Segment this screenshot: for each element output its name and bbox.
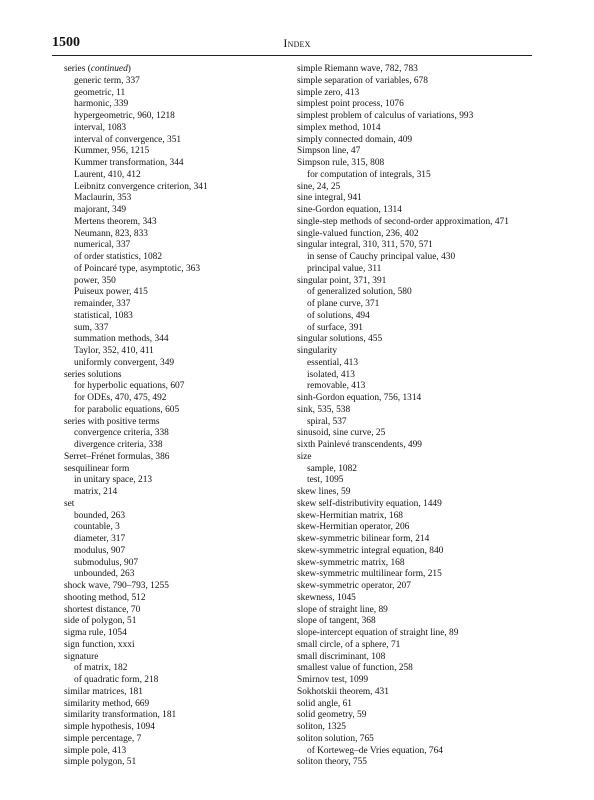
index-entry	[64, 722, 296, 734]
entry-text: sixth Painlevé transcendents, 499	[297, 440, 422, 450]
index-subentry	[64, 675, 296, 687]
index-entry	[64, 616, 296, 628]
entry-text: series solutions	[64, 369, 122, 380]
index-subentry	[64, 323, 296, 335]
index-subentry	[297, 370, 529, 382]
header-rule	[52, 55, 532, 56]
entry-text: of matrix, 182	[74, 663, 128, 674]
entry-text: Maclaurin, 353	[74, 193, 132, 204]
entry-text: sine integral, 941	[297, 193, 362, 204]
index-subentry	[64, 217, 296, 229]
entry-text: generic term, 337	[74, 75, 140, 86]
index-entry	[297, 182, 529, 194]
index-entry	[297, 276, 529, 288]
index-subentry	[297, 299, 529, 311]
entry-text: skew lines, 59	[297, 487, 351, 497]
page-number: 1500	[52, 35, 80, 50]
entry-text: Serret–Frénet formulas, 386	[64, 451, 170, 462]
index-entry	[297, 76, 529, 88]
index-entry	[297, 675, 529, 687]
running-header-title: Index	[283, 36, 311, 50]
index-subentry	[64, 287, 296, 299]
index-entry	[297, 217, 529, 229]
entry-text: interval, 1083	[74, 122, 127, 133]
index-subentry	[64, 358, 296, 370]
index-subentry	[64, 135, 296, 147]
entry-text: skew-symmetric integral equation, 840	[297, 545, 444, 556]
entry-text: simple zero, 413	[297, 87, 360, 98]
index-entry	[297, 428, 529, 440]
entry-text: skew-Hermitian matrix, 168	[297, 510, 403, 521]
entry-text: for computation of integrals, 315	[307, 169, 431, 180]
entry-text: simplex method, 1014	[297, 122, 381, 133]
index-entry	[297, 64, 529, 76]
index-entry	[297, 393, 529, 405]
index-subentry	[64, 170, 296, 182]
entry-text: solid angle, 61	[297, 698, 352, 709]
index-entry	[297, 616, 529, 628]
entry-text: series with positive terms	[64, 416, 160, 427]
entry-text: skew self-distributivity equation, 1449	[297, 498, 442, 509]
index-subentry	[64, 182, 296, 194]
index-entry	[297, 229, 529, 241]
entry-italic-text: continued	[90, 64, 128, 74]
entry-text: bounded, 263	[74, 510, 126, 521]
entry-text: matrix, 214	[74, 487, 118, 497]
entry-text: shortest distance, 70	[64, 604, 141, 615]
index-entry	[297, 111, 529, 123]
index-subentry	[64, 252, 296, 264]
index-entry	[297, 628, 529, 640]
entry-text: singular solutions, 455	[297, 334, 383, 345]
entry-text: diameter, 317	[74, 534, 126, 544]
index-subentry	[297, 381, 529, 393]
entry-text: of Korteweg–de Vries equation, 764	[307, 745, 443, 756]
entry-text: of Poincaré type, asymptotic, 363	[74, 263, 201, 274]
entry-suffix: )	[127, 64, 131, 74]
index-entry	[297, 88, 529, 100]
entry-text: small circle, of a sphere, 71	[297, 639, 401, 650]
entry-text: sinh-Gordon equation, 756, 1314	[297, 393, 422, 403]
index-entry	[297, 334, 529, 346]
entry-text: Laurent, 410, 412	[74, 169, 141, 180]
entry-text: simple polygon, 51	[64, 757, 137, 768]
index-subentry	[64, 111, 296, 123]
index-entry	[64, 734, 296, 746]
index-entry	[297, 699, 529, 711]
entry-text: modulus, 907	[74, 545, 126, 556]
entry-text: smallest value of function, 258	[297, 663, 413, 674]
entry-text: simple separation of variables, 678	[297, 75, 428, 86]
index-entry	[297, 452, 529, 464]
entry-text: Kummer, 956, 1215	[74, 146, 150, 157]
index-entry	[297, 757, 529, 769]
index-entry	[64, 417, 296, 429]
entry-text: singular integral, 310, 311, 570, 571	[297, 240, 433, 251]
index-entry	[64, 605, 296, 617]
index-subentry	[297, 252, 529, 264]
entry-text: simple hypothesis, 1094	[64, 722, 155, 732]
index-entry	[64, 757, 296, 769]
index-subentry	[64, 276, 296, 288]
entry-text: shooting method, 512	[64, 592, 146, 603]
entry-text: small discriminant, 108	[297, 651, 386, 662]
entry-text: simplest point process, 1076	[297, 99, 404, 110]
entry-text: essential, 413	[307, 357, 359, 368]
entry-text: remainder, 337	[74, 299, 131, 309]
entry-text: slope of tangent, 368	[297, 616, 376, 627]
entry-text: divergence criteria, 338	[74, 440, 163, 450]
entry-text: of solutions, 494	[307, 310, 370, 321]
entry-text: slope of straight line, 89	[297, 604, 388, 615]
index-column-left	[64, 64, 296, 769]
entry-text: for ODEs, 470, 475, 492	[74, 393, 167, 403]
index-subentry	[64, 334, 296, 346]
index-subentry	[64, 534, 296, 546]
index-subentry	[64, 264, 296, 276]
entry-text: spiral, 537	[307, 416, 347, 427]
index-entry	[297, 346, 529, 358]
entry-text: Kummer transformation, 344	[74, 158, 184, 168]
index-subentry	[297, 464, 529, 476]
entry-text: Puiseux power, 415	[74, 287, 148, 298]
entry-text: soliton, 1325	[297, 722, 346, 732]
index-subentry	[64, 88, 296, 100]
index-subentry	[297, 287, 529, 299]
index-entry	[64, 452, 296, 464]
index-subentry	[64, 393, 296, 405]
entry-text: side of polygon, 51	[64, 616, 137, 627]
entry-text: shock wave, 790–793, 1255	[64, 581, 169, 591]
entry-text: single-step methods of second-order approximation, 471	[297, 216, 509, 227]
index-entry	[64, 652, 296, 664]
entry-text: sample, 1082	[307, 463, 357, 474]
index-entry	[297, 640, 529, 652]
entry-text: single-valued function, 236, 402	[297, 228, 419, 239]
entry-text: for parabolic equations, 605	[74, 404, 180, 415]
index-subentry	[64, 663, 296, 675]
entry-text: Mertens theorem, 343	[74, 216, 157, 227]
index-entry	[297, 499, 529, 511]
index-subentry	[297, 311, 529, 323]
index-subentry	[64, 381, 296, 393]
entry-text: skew-Hermitian operator, 206	[297, 522, 410, 533]
index-subentry	[64, 158, 296, 170]
index-entry	[297, 687, 529, 699]
index-entry	[64, 581, 296, 593]
entry-text: similar matrices, 181	[64, 686, 143, 697]
entry-text: soliton theory, 755	[297, 757, 367, 768]
entry-text: Leibnitz convergence criterion, 341	[74, 181, 208, 192]
entry-text: of generalized solution, 580	[307, 287, 412, 298]
entry-text: skewness, 1045	[297, 592, 356, 603]
index-entry	[297, 569, 529, 581]
entry-text: unbounded, 263	[74, 569, 135, 580]
index-entry	[64, 746, 296, 758]
index-entry	[64, 64, 296, 76]
index-subentry	[64, 299, 296, 311]
index-entry	[64, 499, 296, 511]
index-subentry	[297, 323, 529, 335]
index-subentry	[64, 311, 296, 323]
entry-text: sigma rule, 1054	[64, 628, 127, 638]
entry-text: statistical, 1083	[74, 310, 133, 321]
entry-text: Simpson line, 47	[297, 146, 361, 157]
index-entry	[297, 240, 529, 252]
entry-text: power, 350	[74, 275, 116, 286]
index-entry	[297, 710, 529, 722]
index-subentry	[64, 146, 296, 158]
index-subentry	[64, 569, 296, 581]
entry-text: Simpson rule, 315, 808	[297, 158, 385, 168]
entry-text: similarity method, 669	[64, 698, 150, 709]
index-entry	[64, 640, 296, 652]
index-column-right	[297, 64, 529, 769]
entry-text: soliton solution, 765	[297, 733, 374, 744]
entry-text: Sokhotskii theorem, 431	[297, 686, 389, 697]
index-subentry	[64, 405, 296, 417]
index-entry	[64, 687, 296, 699]
entry-text: for hyperbolic equations, 607	[74, 381, 185, 392]
entry-text: simple pole, 413	[64, 745, 127, 756]
index-subentry	[297, 746, 529, 758]
index-entry	[297, 605, 529, 617]
entry-text: series (	[64, 64, 91, 74]
entry-text: singular point, 371, 391	[297, 275, 387, 286]
entry-text: uniformly convergent, 349	[74, 357, 175, 368]
index-entry	[297, 158, 529, 170]
index-entry	[297, 546, 529, 558]
entry-text: of plane curve, 371	[307, 299, 380, 309]
index-entry	[297, 558, 529, 570]
entry-text: of order statistics, 1082	[74, 252, 163, 262]
entry-text: slope-intercept equation of straight line, 89	[297, 628, 459, 638]
entry-text: simply connected domain, 409	[297, 134, 413, 145]
index-subentry	[64, 123, 296, 135]
entry-text: Neumann, 823, 833	[74, 228, 148, 239]
index-subentry	[64, 546, 296, 558]
index-entry	[64, 628, 296, 640]
index-entry	[64, 464, 296, 476]
index-subentry	[64, 511, 296, 523]
entry-text: in unitary space, 213	[74, 475, 153, 486]
index-subentry	[64, 522, 296, 534]
entry-text: numerical, 337	[74, 240, 131, 251]
entry-text: sum, 337	[74, 322, 109, 333]
index-entry	[297, 652, 529, 664]
index-subentry	[64, 76, 296, 88]
index-subentry	[64, 487, 296, 499]
entry-text: set	[64, 498, 75, 509]
entry-text: simple percentage, 7	[64, 733, 142, 744]
entry-text: majorant, 349	[74, 205, 127, 215]
index-subentry	[297, 264, 529, 276]
entry-text: geometric, 11	[74, 87, 126, 98]
entry-text: size	[297, 451, 312, 462]
entry-text: countable, 3	[74, 522, 120, 533]
index-subentry	[64, 558, 296, 570]
index-entry	[297, 135, 529, 147]
index-entry	[297, 581, 529, 593]
index-entry	[297, 593, 529, 605]
entry-text: of quadratic form, 218	[74, 675, 159, 685]
entry-text: sink, 535, 538	[297, 404, 351, 415]
entry-text: isolated, 413	[307, 369, 355, 380]
index-entry	[297, 440, 529, 452]
entry-text: principal value, 311	[307, 263, 382, 274]
index-entry	[297, 487, 529, 499]
index-entry	[297, 205, 529, 217]
entry-text: sine, 24, 25	[297, 181, 341, 192]
entry-text: sesquilinear form	[64, 463, 130, 474]
entry-text: singularity	[297, 346, 338, 356]
index-entry	[297, 99, 529, 111]
entry-text: simplest problem of calculus of variations, 993	[297, 111, 474, 121]
index-subentry	[64, 475, 296, 487]
entry-text: convergence criteria, 338	[74, 428, 169, 439]
index-entry	[297, 511, 529, 523]
index-entry	[297, 534, 529, 546]
index-entry	[64, 370, 296, 382]
entry-text: signature	[64, 651, 99, 662]
index-entry	[297, 734, 529, 746]
entry-text: sinusoid, sine curve, 25	[297, 428, 386, 439]
entry-text: skew-symmetric operator, 207	[297, 581, 411, 591]
entry-text: interval of convergence, 351	[74, 134, 182, 145]
index-entry	[64, 710, 296, 722]
entry-text: sine-Gordon equation, 1314	[297, 205, 402, 215]
index-entry	[64, 699, 296, 711]
index-entry	[297, 405, 529, 417]
entry-text: Smirnov test, 1099	[297, 675, 369, 685]
index-entry	[64, 593, 296, 605]
index-entry	[297, 522, 529, 534]
entry-text: solid geometry, 59	[297, 710, 367, 721]
entry-text: in sense of Cauchy principal value, 430	[307, 252, 456, 262]
entry-text: skew-symmetric matrix, 168	[297, 557, 405, 568]
index-subentry	[64, 346, 296, 358]
index-subentry	[64, 193, 296, 205]
entry-text: skew-symmetric bilinear form, 214	[297, 534, 430, 544]
entry-text: removable, 413	[307, 381, 366, 392]
entry-text: harmonic, 339	[74, 99, 129, 110]
index-subentry	[64, 229, 296, 241]
index-subentry	[64, 99, 296, 111]
index-entry	[297, 123, 529, 135]
entry-text: test, 1095	[307, 475, 344, 486]
index-subentry	[297, 475, 529, 487]
entry-text: similarity transformation, 181	[64, 710, 177, 721]
index-subentry	[297, 417, 529, 429]
index-subentry	[297, 358, 529, 370]
entry-text: sign function, xxxi	[64, 639, 135, 650]
index-subentry	[64, 240, 296, 252]
entry-text: hypergeometric, 960, 1218	[74, 111, 175, 121]
index-subentry	[64, 440, 296, 452]
entry-text: Taylor, 352, 410, 411	[74, 346, 154, 356]
index-entry	[297, 193, 529, 205]
index-subentry	[64, 428, 296, 440]
entry-text: summation methods, 344	[74, 334, 169, 345]
entry-text: of surface, 391	[307, 322, 363, 333]
index-subentry	[297, 170, 529, 182]
index-entry	[297, 663, 529, 675]
index-subentry	[64, 205, 296, 217]
index-entry	[297, 722, 529, 734]
entry-text: submodulus, 907	[74, 557, 139, 568]
entry-text: simple Riemann wave, 782, 783	[297, 64, 418, 74]
index-entry	[297, 146, 529, 158]
entry-text: skew-symmetric multilinear form, 215	[297, 569, 442, 580]
